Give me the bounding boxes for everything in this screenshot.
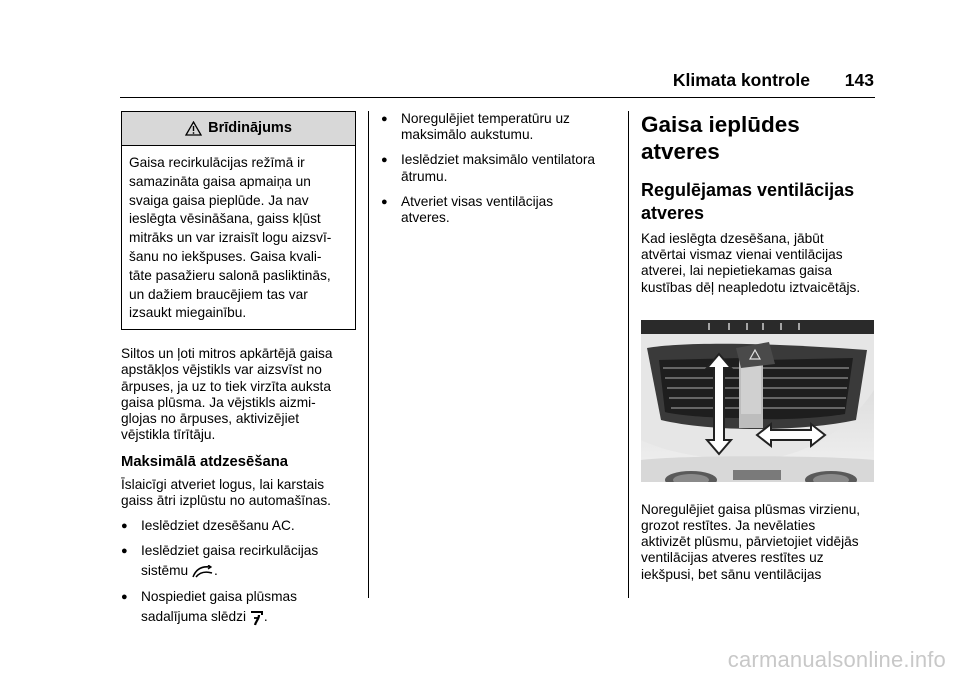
column-divider-right: [628, 111, 629, 598]
bullet-text: ātrumu.: [401, 168, 448, 184]
bullet-marker: ●: [381, 113, 388, 125]
bullet-text: Ieslēdziet maksimālo ventilatora: [401, 152, 595, 168]
bullet-text: .: [213, 563, 218, 579]
warning-line: mitrāks un var izraisīt logu aizsvī-: [129, 230, 332, 246]
list-item: [381, 152, 616, 184]
warning-header: [122, 112, 355, 146]
warning-line: izsaukt miegainību.: [129, 305, 247, 321]
column-divider-left: [368, 111, 369, 598]
section-title: Klimata kontrole: [672, 70, 810, 90]
list-item: [121, 543, 356, 579]
text-line: apstākļos vējstikls var aizsvīst no: [121, 362, 322, 378]
bullet-text: .: [263, 608, 268, 624]
warning-box: [121, 111, 356, 330]
heading-line: atveres: [641, 203, 705, 223]
warning-text: [122, 146, 355, 329]
text-line: vējstikla tīrītāju.: [121, 427, 216, 443]
air-vents-heading: [641, 111, 881, 165]
list-item: [121, 589, 356, 626]
list-item: [121, 518, 356, 534]
text-line: iekšpusi, bet sānu ventilācijas: [641, 566, 822, 582]
bullet-marker: ●: [381, 154, 388, 167]
text-line: Kad ieslēgta dzesēšana, jābūt: [641, 231, 824, 246]
text-line: glojas no ārpuses, aktivizējiet: [121, 410, 300, 426]
air-distribution-icon: [250, 609, 264, 626]
bullet-text: Noregulējiet temperatūru uz: [401, 111, 570, 126]
bullet-marker: ●: [121, 520, 128, 532]
watermark: carmanualsonline.info: [727, 647, 946, 672]
bullet-text: maksimālo aukstumu.: [401, 127, 534, 143]
bullet-text: sistēmu: [141, 563, 189, 579]
column-3: [641, 111, 881, 583]
warning-line: samazināta gaisa apmaiņa un: [129, 173, 311, 189]
text-line: gaisa plūsma. Ja vējstikls aizmi-: [121, 394, 316, 410]
bullet-marker: ●: [121, 545, 128, 558]
text-line: aktivizēt plūsmu, pārvietojiet vidējās: [641, 534, 859, 550]
bullet-text: Nospiediet gaisa plūsmas: [141, 588, 297, 604]
text-line: ārpuses, ja uz to tiek virzīta auksta: [121, 378, 331, 394]
warning-line: šanu no iekšpuses. Gaisa kvali-: [129, 248, 322, 264]
warning-line: svaiga gaisa pieplūde. Ja nav: [129, 192, 309, 208]
bullet-text: atveres.: [401, 210, 450, 226]
text-line: atverei, lai nepietiekamas gaisa: [641, 263, 832, 279]
text-line: Īslaicīgi atveriet logus, lai karstais: [121, 476, 325, 492]
text-line: kustības dēļ neapledotu iztvaicētājs.: [641, 279, 861, 295]
page-header: [0, 68, 874, 98]
vents-paragraph-1: [641, 231, 881, 296]
bullet-marker: ●: [121, 590, 128, 603]
text-line: Noregulējiet gaisa plūsmas virzienu,: [641, 501, 861, 517]
vent-adjustment-photo: [641, 320, 874, 482]
bullet-marker: ●: [381, 195, 388, 208]
warning-title: Brīdinājums: [208, 120, 292, 137]
fog-paragraph: [121, 346, 356, 443]
text-line: grozot restītes. Ja nevēlaties: [641, 518, 816, 534]
heading-line: Gaisa ieplūdes: [641, 112, 800, 137]
heading-line: atveres: [641, 139, 720, 164]
max-cooling-intro: [121, 477, 356, 509]
max-cooling-heading: Maksimālā atdzesēšana: [121, 454, 288, 471]
bullet-text: Atveriet visas ventilācijas: [401, 193, 554, 209]
column-1: [121, 111, 356, 626]
heading-line: Regulējamas ventilācijas: [641, 180, 855, 200]
warning-line: Gaisa recirkulācijas režīmā ir: [129, 155, 305, 170]
text-line: ventilācijas atveres restītes uz: [641, 550, 824, 566]
warning-line: ieslēgta vēsināšana, gaiss kļūst: [129, 211, 321, 227]
adjustable-vents-heading: [641, 179, 881, 225]
vents-paragraph-2: [641, 502, 881, 583]
text-line: gaiss ātri izplūstu no automašīnas.: [121, 492, 331, 508]
bullet-text: sadalījuma slēdzi: [141, 608, 246, 624]
list-item: [381, 111, 616, 143]
warning-line: tāte pasažieru salonā pasliktinās,: [129, 267, 331, 283]
text-line: atvērtai vismaz vienai ventilācijas: [641, 247, 843, 263]
bullet-text: Ieslēdziet gaisa recirkulācijas: [141, 543, 319, 559]
air-recirculation-icon: [192, 565, 214, 579]
warning-line: un dažiem braucējiem tas var: [129, 286, 308, 302]
list-item: [381, 194, 616, 226]
text-line: Siltos un ļoti mitros apkārtējā gaisa: [121, 346, 333, 362]
header-rule: [120, 97, 875, 98]
page-number: 143: [844, 70, 874, 90]
bullet-text: Ieslēdziet dzesēšanu AC.: [141, 518, 295, 533]
column-2: [381, 111, 616, 226]
warning-triangle-icon: [185, 121, 202, 136]
